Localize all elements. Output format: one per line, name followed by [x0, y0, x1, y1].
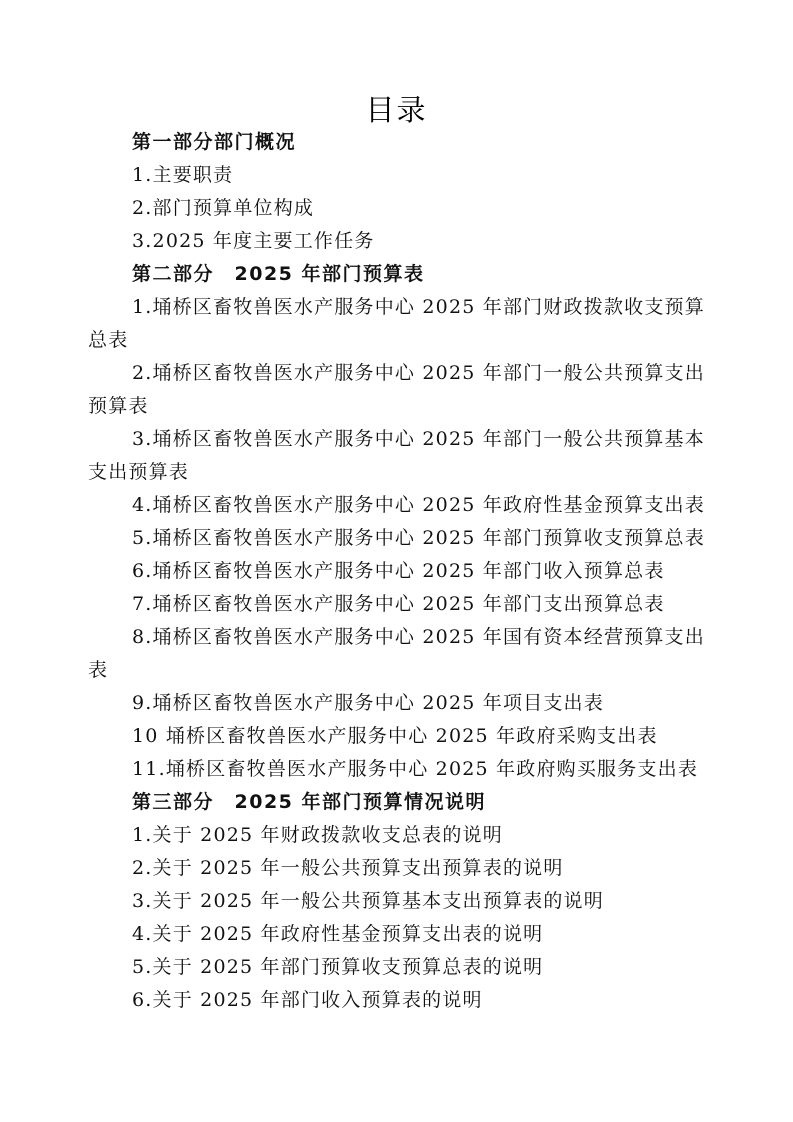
toc-item[interactable]: 1.埇桥区畜牧兽医水产服务中心 2025 年部门财政拨款收支预算	[132, 296, 705, 318]
toc-item[interactable]: 8.埇桥区畜牧兽医水产服务中心 2025 年国有资本经营预算支出	[132, 626, 705, 648]
toc-item[interactable]: 2.关于 2025 年一般公共预算支出预算表的说明	[132, 857, 564, 879]
toc-item[interactable]: 4.关于 2025 年政府性基金预算支出表的说明	[132, 923, 544, 945]
toc-item[interactable]: 3.2025 年度主要工作任务	[132, 230, 375, 252]
toc-item-continuation[interactable]: 预算表	[88, 395, 149, 417]
toc-item-continuation[interactable]: 表	[88, 659, 109, 681]
toc-item-continuation[interactable]: 支出预算表	[88, 461, 190, 483]
toc-item[interactable]: 11.埇桥区畜牧兽医水产服务中心 2025 年政府购买服务支出表	[132, 758, 699, 780]
toc-item[interactable]: 2.埇桥区畜牧兽医水产服务中心 2025 年部门一般公共预算支出	[132, 362, 705, 384]
toc-item[interactable]: 1.主要职责	[132, 164, 234, 186]
toc-item[interactable]: 6.关于 2025 年部门收入预算表的说明	[132, 989, 483, 1011]
toc-section-part1[interactable]: 第一部分部门概况	[132, 131, 297, 153]
toc-item[interactable]: 7.埇桥区畜牧兽医水产服务中心 2025 年部门支出预算总表	[132, 593, 665, 615]
toc-item[interactable]: 6.埇桥区畜牧兽医水产服务中心 2025 年部门收入预算总表	[132, 560, 665, 582]
toc-item[interactable]: 4.埇桥区畜牧兽医水产服务中心 2025 年政府性基金预算支出表	[132, 494, 705, 516]
table-of-contents	[88, 126, 728, 1017]
toc-item[interactable]: 10 埇桥区畜牧兽医水产服务中心 2025 年政府采购支出表	[132, 725, 658, 747]
toc-item[interactable]: 5.埇桥区畜牧兽医水产服务中心 2025 年部门预算收支预算总表	[132, 527, 705, 549]
toc-item[interactable]: 1.关于 2025 年财政拨款收支总表的说明	[132, 824, 503, 846]
toc-section-part3[interactable]: 第三部分 2025 年部门预算情况说明	[132, 791, 486, 813]
page-title: 目录	[365, 93, 428, 127]
toc-item[interactable]: 3.关于 2025 年一般公共预算基本支出预算表的说明	[132, 890, 604, 912]
toc-item[interactable]: 5.关于 2025 年部门预算收支预算总表的说明	[132, 956, 544, 978]
toc-item[interactable]: 3.埇桥区畜牧兽医水产服务中心 2025 年部门一般公共预算基本	[132, 428, 705, 450]
toc-section-part2[interactable]: 第二部分 2025 年部门预算表	[132, 263, 425, 285]
toc-item-continuation[interactable]: 总表	[88, 329, 129, 351]
toc-item[interactable]: 9.埇桥区畜牧兽医水产服务中心 2025 年项目支出表	[132, 692, 604, 714]
toc-item[interactable]: 2.部门预算单位构成	[132, 197, 315, 219]
